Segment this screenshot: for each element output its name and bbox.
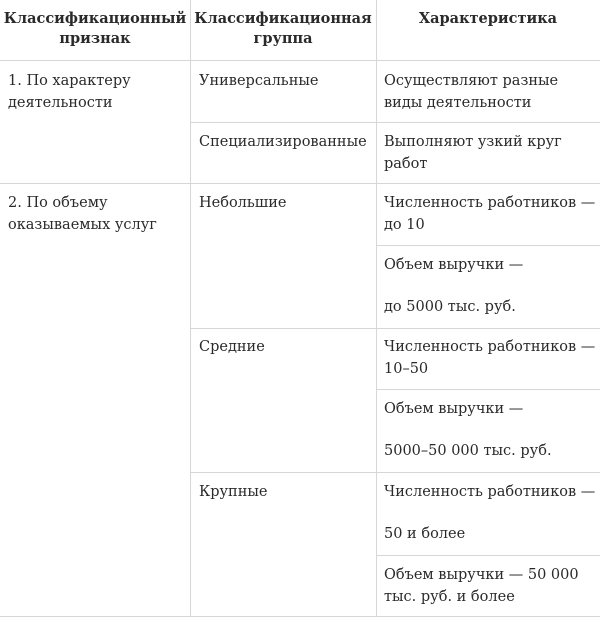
medium-revenue [384,398,598,462]
small-revenue-line1: Объем выручки — [384,257,524,273]
row-universal-bottom-border [190,122,600,123]
small-employees-line1: Численность работников — [384,195,596,211]
large-revenue-line2: тыс. руб. и более [384,589,515,605]
desc-specialized-line2: работ [384,156,428,172]
group-specialized [199,131,374,153]
header-group-line1: Классификационная [194,10,372,27]
header-group-line2: группа [253,30,313,47]
criterion-activity [8,70,188,114]
col2-right-border [376,0,377,617]
header-criterion-line2: признак [59,30,131,47]
desc-universal [384,70,598,114]
group-small-label: Небольшие [199,195,287,211]
row-medium-bottom-border [190,472,600,473]
medium-employees-line1: Численность работников — [384,339,596,355]
desc-universal-line2: виды деятельности [384,95,532,111]
group-medium-label: Средние [199,339,265,355]
row-small-bottom-border [190,328,600,329]
small-revenue-line2: до 5000 тыс. руб. [384,299,516,315]
header-criterion-line1: Классификационный [3,10,187,27]
desc-universal-line1: Осуществляют разные [384,73,559,89]
group-universal [199,70,374,92]
header-characteristic [376,9,600,29]
group-medium [199,336,374,358]
medium-employees-line2: 10–50 [384,361,429,377]
large-employees-line2: 50 и более [384,526,466,542]
small-employees-line2: до 10 [384,217,425,233]
table-bottom-border [0,616,600,617]
col1-right-border [190,0,191,617]
criterion-volume [8,192,188,236]
medium-employees-bottom-border [376,389,600,390]
criterion-activity-line1: 1. По характеру [8,73,131,89]
header-characteristic-line1: Характеристика [418,10,558,27]
small-employees [384,192,598,236]
medium-employees [384,336,598,380]
small-employees-bottom-border [376,245,600,246]
group-specialized-label: Специализированные [199,134,367,150]
group-large [199,481,374,503]
large-employees-bottom-border [376,555,600,556]
group-universal-label: Универсальные [199,73,319,89]
criterion-volume-line1: 2. По объему [8,195,108,211]
group-large-label: Крупные [199,484,268,500]
header-group [190,9,376,49]
large-employees-line1: Численность работников — [384,484,596,500]
large-revenue [384,564,598,608]
criterion-activity-line2: деятельности [8,95,113,111]
desc-specialized-line1: Выполняют узкий круг [384,134,562,150]
large-revenue-line1: Объем выручки — 50 000 [384,567,579,583]
medium-revenue-line2: 5000–50 000 тыс. руб. [384,443,552,459]
row-activity-bottom-border [0,183,600,184]
group-small [199,192,374,214]
criterion-volume-line2: оказываемых услуг [8,217,157,233]
medium-revenue-line1: Объем выручки — [384,401,524,417]
header-bottom-border [0,60,600,61]
small-revenue [384,254,598,318]
large-employees [384,481,598,545]
header-criterion [0,9,190,49]
desc-specialized [384,131,598,175]
